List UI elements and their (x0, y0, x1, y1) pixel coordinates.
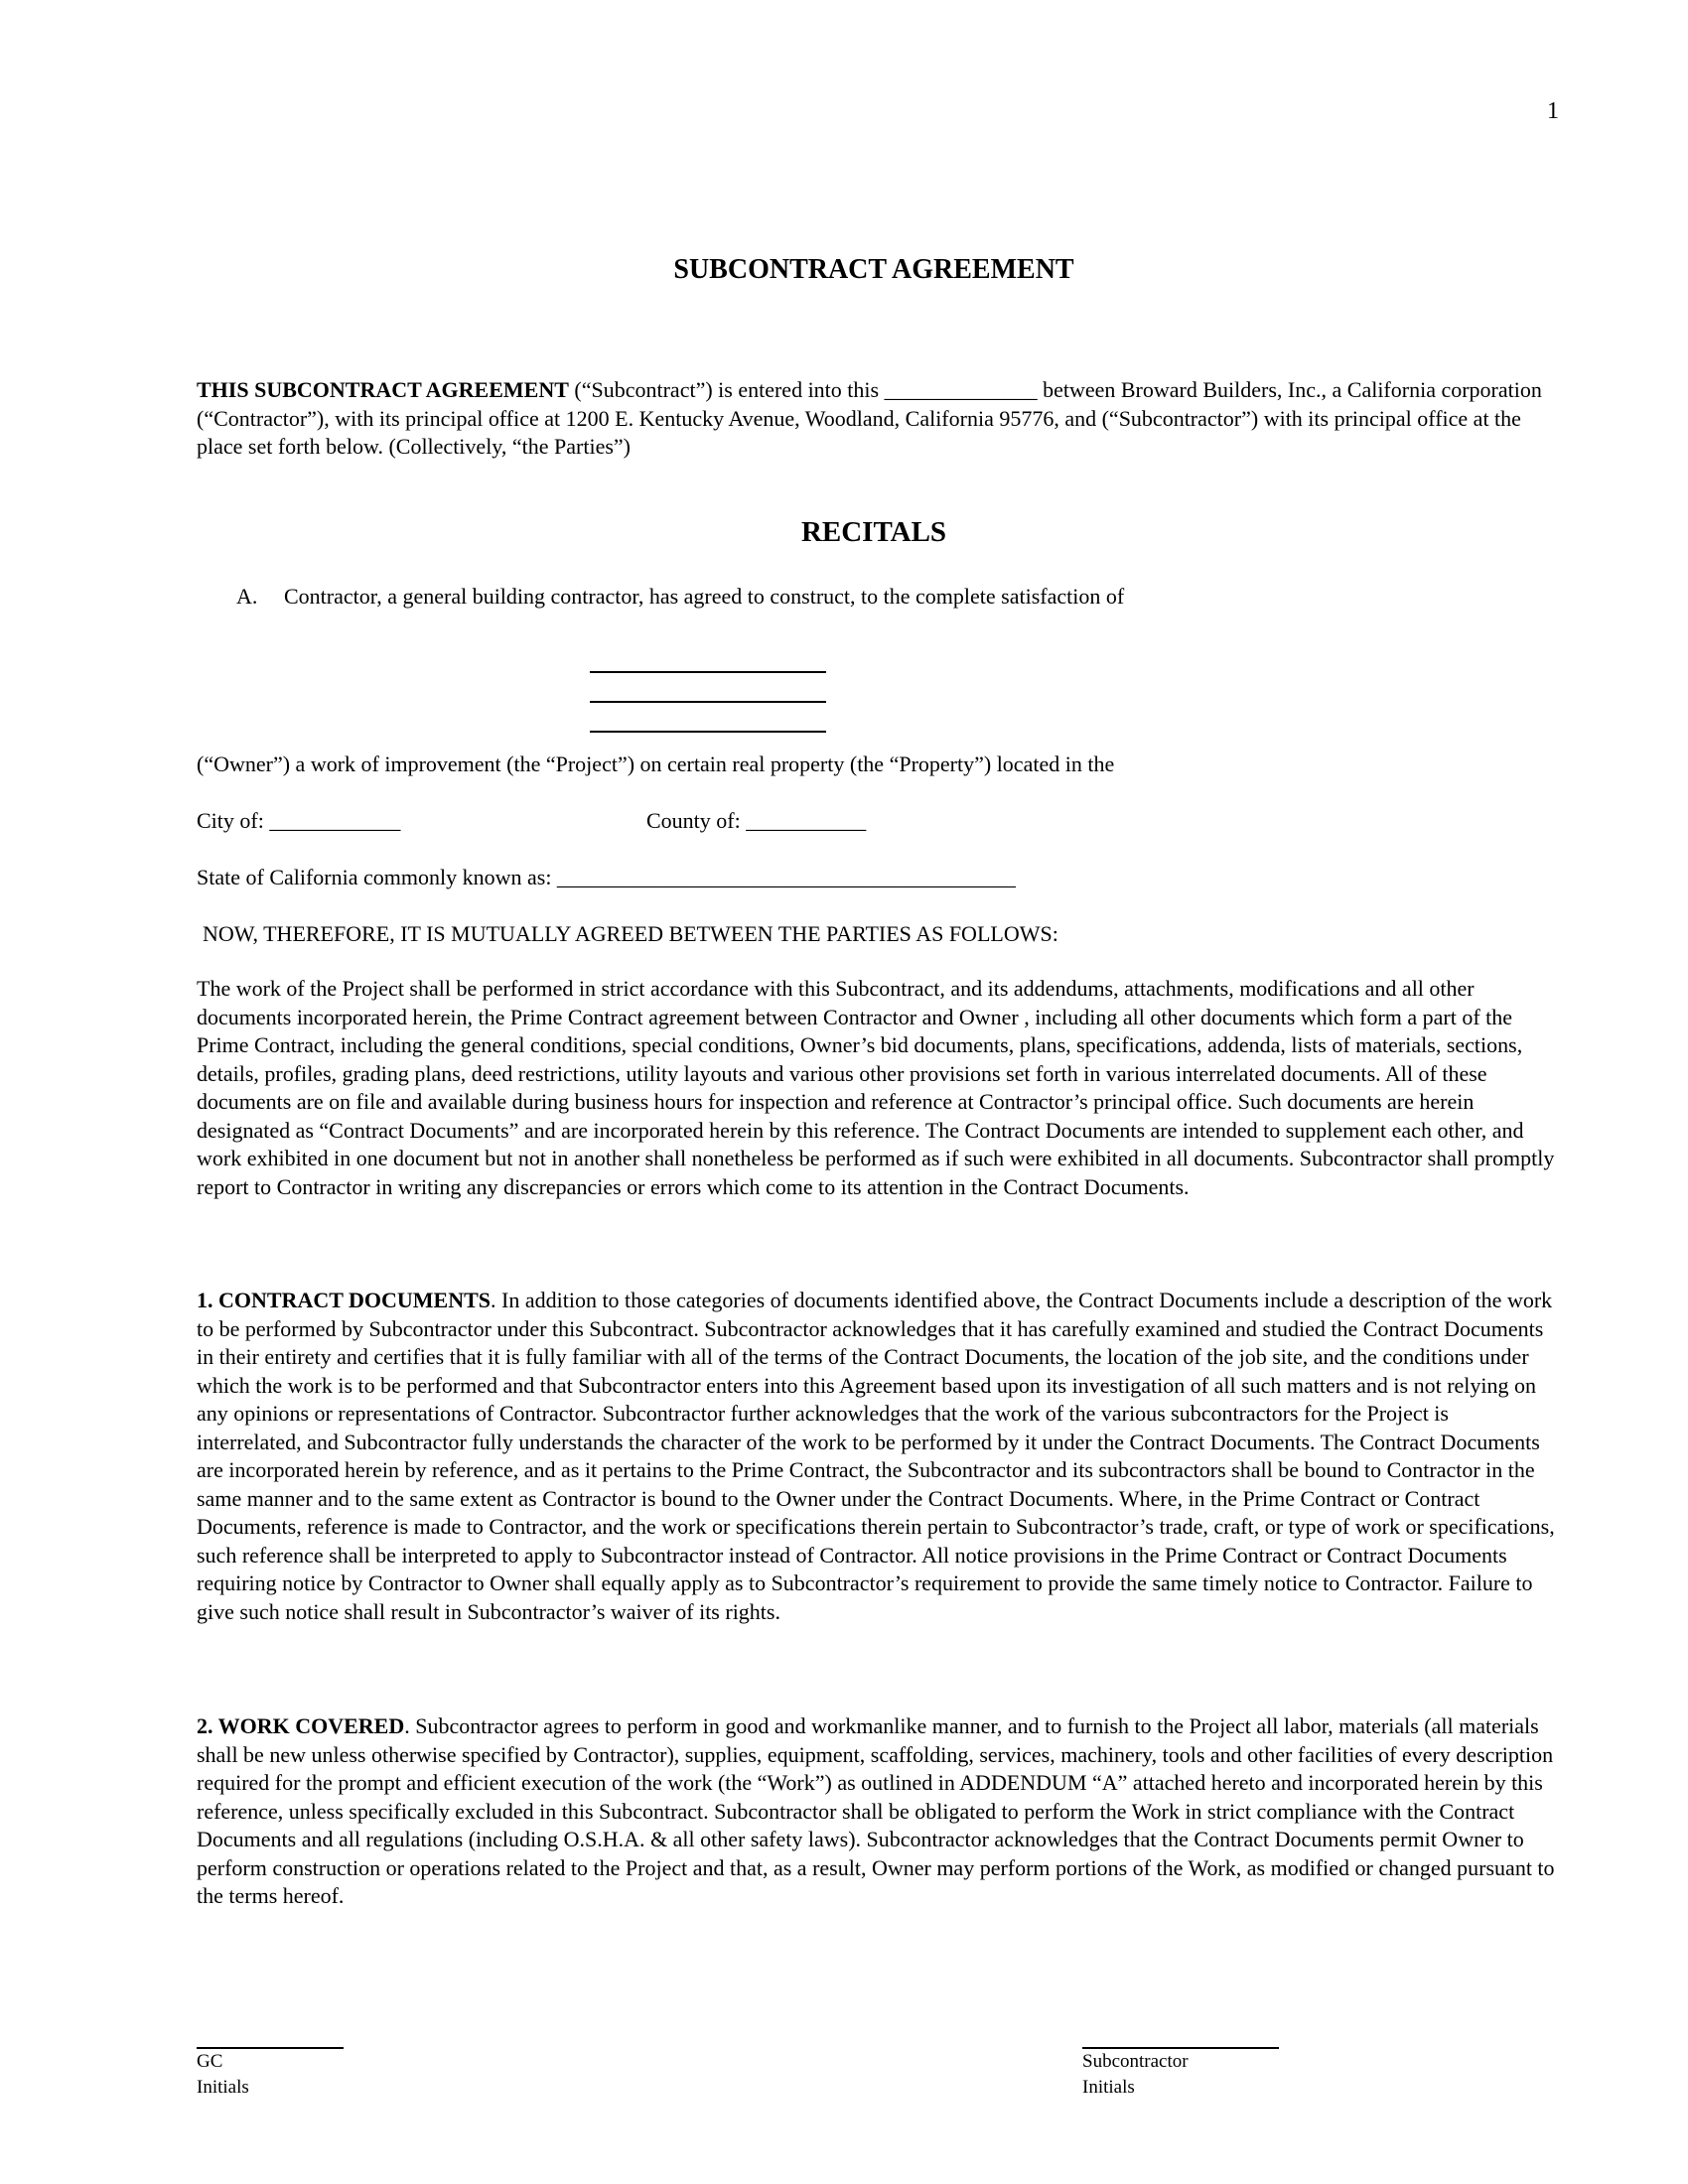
recital-a-text: Contractor, a general building contractor, has agreed to construct, to the complete satisfaction of (284, 584, 1125, 609)
page-number: 1 (1547, 98, 1559, 124)
now-therefore-line: NOW, THEREFORE, IT IS MUTUALLY AGREED BETWEEN THE PARTIES AS FOLLOWS: (203, 921, 1058, 946)
owner-blank-line (590, 703, 826, 733)
subcontractor-initials-block (1082, 2047, 1279, 2101)
recital-a-marker: A. (236, 584, 258, 609)
intro-text: (“Subcontract”) is entered into this ______________ between Broward Builders, Inc., a California corporation (“Contractor”), with its principal office at 1200 E. Kentucky Avenue, Woodland, California 95776, and (“Subcontractor”) with its principal office at the place set forth below. (Collectively, “the Parties”) (197, 377, 1542, 459)
city-field: City of: ____________ (197, 808, 401, 833)
state-field: State of California commonly known as: __________________________________________ (197, 865, 1016, 889)
gc-initials-block (197, 2047, 344, 2101)
section-work-covered (197, 1712, 1559, 1911)
owner-blank-line (590, 673, 826, 703)
document-title: SUBCONTRACT AGREEMENT (673, 254, 1074, 285)
owner-name-blanks (590, 643, 826, 733)
gc-initials-label: Initials (197, 2077, 249, 2098)
recital-a (236, 583, 1124, 611)
subcontractor-label: Subcontractor (1082, 2051, 1189, 2072)
recitals-heading: RECITALS (800, 516, 947, 548)
gc-label: GC (197, 2051, 223, 2072)
section2-heading: 2. WORK COVERED (197, 1713, 405, 1738)
section-contract-documents (197, 1287, 1559, 1626)
intro-lead: THIS SUBCONTRACT AGREEMENT (197, 377, 569, 402)
county-field: County of: ___________ (646, 808, 867, 833)
owner-blank-line (590, 643, 826, 673)
section2-text: . Subcontractor agrees to perform in good and workmanlike manner, and to furnish to the Project all labor, materials (all materials shall be new unless otherwise specified by Contractor), supplies, equipment, scaffolding, services, machinery, tools and other facilities of every description required for the prompt and efficient execution of the work (the “Work”) as outlined in ADDENDUM “A” attached hereto and incorporated herein by this reference, unless specifically excluded in this Subcontract. Subcontractor shall be obligated to perform the Work in strict compliance with the Contract Documents and all regulations (including O.S.H.A. & all other safety laws). Subcontractor acknowledges that the Contract Documents permit Owner to perform construction or operations related to the Project and that, as a result, Owner may perform portions of the Work, as modified or changed pursuant to the terms hereof. (197, 1713, 1555, 1908)
section1-text: . In addition to those categories of documents identified above, the Contract Documents include a description of the work to be performed by Subcontractor under this Subcontract. Subcontractor acknowledges that it has carefully examined and studied the Contract Documents in their entirety and certifies that it is fully familiar with all of the terms of the Contract Documents, the location of the job site, and the conditions under which the work is to be performed and that Subcontractor enters into this Agreement based upon its investigation of all such matters and is not relying on any opinions or representations of Contractor. Subcontractor further acknowledges that the work of the various subcontractors for the Project is interrelated, and Subcontractor fully understands the character of the work to be performed by it under the Contract Documents. The Contract Documents are incorporated herein by reference, and as it pertains to the Prime Contract, the Subcontractor and its subcontractors shall be bound to Contractor in the same manner and to the same extent as Contractor is bound to the Owner under the Contract Documents. Where, in the Prime Contract or Contract Documents, reference is made to Contractor, and the work or specifications therein pertain to Subcontractor’s trade, craft, or type of work or specifications, such reference shall be interpreted to apply to Subcontractor instead of Contractor. All notice provisions in the Prime Contract or Contract Documents requiring notice by Contractor to Owner shall equally apply as to Subcontractor’s requirement to provide the same timely notice to Contractor. Failure to give such notice shall result in Subcontractor’s waiver of its rights. (197, 1288, 1555, 1624)
section1-heading: 1. CONTRACT DOCUMENTS (197, 1288, 492, 1312)
owner-text: (“Owner”) a work of improvement (the “Project”) on certain real property (the “Property”) located in the (197, 751, 1115, 776)
subcontractor-initials-label: Initials (1082, 2077, 1135, 2098)
work-paragraph: The work of the Project shall be performed in strict accordance with this Subcontract, and its addendums, attachments, modifications and all other documents incorporated herein, the Prime Contract agreement between Contractor and Owner , including all other documents which form a part of the Prime Contract, including the general conditions, special conditions, Owner’s bid documents, plans, specifications, addenda, lists of materials, sections, details, profiles, grading plans, deed restrictions, utility layouts and various other provisions set forth in various interrelated documents. All of these documents are on file and available during business hours for inspection and reference at Contractor’s principal office. Such documents are herein designated as “Contract Documents” and are incorporated herein by this reference. The Contract Documents are intended to supplement each other, and work exhibited in one document but not in another shall nonetheless be performed as if such were exhibited in all documents. Subcontractor shall promptly report to Contractor in writing any discrepancies or errors which come to its attention in the Contract Documents. (197, 976, 1555, 1199)
intro-paragraph (197, 376, 1559, 462)
